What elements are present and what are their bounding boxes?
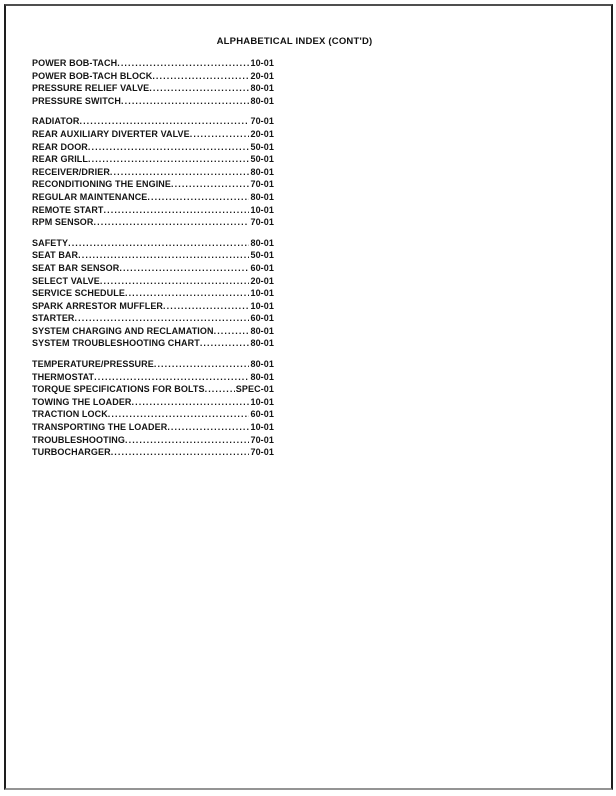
index-entry <box>32 249 274 262</box>
entry-label: TORQUE SPECIFICATIONS FOR BOLTS <box>32 384 205 395</box>
entry-label: TROUBLESHOOTING <box>32 434 125 445</box>
entry-label: SEAT BAR <box>32 250 79 261</box>
dot-leader <box>78 249 249 262</box>
entry-page-number: 80-01 <box>250 191 274 202</box>
entry-label: SAFETY <box>32 237 69 248</box>
entry-label: RADIATOR <box>32 116 80 127</box>
document-page <box>4 4 613 790</box>
index-entry <box>32 191 274 204</box>
index-entry <box>32 337 274 350</box>
dot-leader <box>104 204 250 217</box>
entry-page-number: 60-01 <box>250 313 274 324</box>
alphabetical-index <box>32 57 274 459</box>
entry-page-number: 10-01 <box>250 204 274 215</box>
dot-leader <box>200 337 250 350</box>
entry-label: TEMPERATURE/PRESSURE <box>32 359 154 370</box>
dot-leader <box>125 434 249 447</box>
index-entry <box>32 421 274 434</box>
entry-label: RECEIVER/DRIER <box>32 166 110 177</box>
entry-label: RPM SENSOR <box>32 217 94 228</box>
entry-label: POWER BOB-TACH <box>32 58 118 68</box>
entry-page-number: 10-01 <box>250 300 274 311</box>
index-entry <box>32 82 274 95</box>
entry-page-number: 10-01 <box>250 422 274 433</box>
entry-page-number: 20-01 <box>250 128 274 139</box>
entry-page-number: 80-01 <box>250 371 274 382</box>
index-entry <box>32 371 274 384</box>
dot-leader <box>167 421 249 434</box>
entry-label: TRANSPORTING THE LOADER <box>32 422 168 433</box>
index-entry <box>32 396 274 409</box>
entry-label: REAR DOOR <box>32 141 88 152</box>
entry-label: SERVICE SCHEDULE <box>32 288 125 299</box>
page-title: ALPHABETICAL INDEX (CONT'D) <box>216 36 373 47</box>
entry-label: TRACTION LOCK <box>32 409 108 420</box>
entry-label: PRESSURE SWITCH <box>32 95 122 106</box>
index-entry <box>32 408 274 421</box>
entry-label: STARTER <box>32 313 75 324</box>
entry-page-number: 20-01 <box>250 70 274 81</box>
dot-leader <box>147 191 249 204</box>
index-entry <box>32 141 274 154</box>
entry-page-number: 70-01 <box>250 434 274 445</box>
entry-label: REAR AUXILIARY DIVERTER VALVE <box>32 128 190 139</box>
entry-page-number: 80-01 <box>250 83 274 94</box>
entry-page-number: 60-01 <box>250 409 274 420</box>
index-entry <box>32 95 274 108</box>
index-entry <box>32 128 274 141</box>
entry-page-number: 50-01 <box>250 154 274 165</box>
entry-page-number: 80-01 <box>250 338 274 349</box>
entry-page-number: 20-01 <box>250 275 274 286</box>
dot-leader <box>163 300 249 313</box>
dot-leader <box>154 358 250 371</box>
index-group <box>32 237 274 350</box>
entry-page-number: 70-01 <box>250 217 274 228</box>
dot-leader <box>132 396 250 409</box>
entry-label: SYSTEM TROUBLESHOOTING CHART <box>32 338 200 349</box>
index-entry <box>32 153 274 166</box>
index-entry <box>32 57 274 70</box>
dot-leader <box>190 128 250 141</box>
entry-label: THERMOSTAT <box>32 371 95 382</box>
index-entry <box>32 312 274 325</box>
entry-page-number: 70-01 <box>250 116 274 127</box>
dot-leader <box>171 178 249 191</box>
entry-page-number: 80-01 <box>250 237 274 248</box>
dot-leader <box>121 95 249 108</box>
index-entry <box>32 115 274 128</box>
entry-label: SELECT VALVE <box>32 275 100 286</box>
dot-leader <box>110 166 250 179</box>
dot-leader <box>152 70 249 83</box>
dot-leader <box>79 115 249 128</box>
entry-label: REMOTE START <box>32 204 104 215</box>
entry-page-number: 80-01 <box>250 359 274 370</box>
index-entry <box>32 237 274 250</box>
entry-label: TURBOCHARGER <box>32 447 111 458</box>
dot-leader <box>117 57 249 70</box>
entry-page-number: 60-01 <box>250 262 274 273</box>
entry-page-number: 10-01 <box>250 58 274 68</box>
entry-label: PRESSURE RELIEF VALVE <box>32 83 150 94</box>
dot-leader <box>111 446 250 459</box>
dot-leader <box>108 408 250 421</box>
entry-label: SYSTEM CHARGING AND RECLAMATION <box>32 325 214 336</box>
dot-leader <box>149 82 249 95</box>
entry-label: REAR GRILL <box>32 154 88 165</box>
index-entry <box>32 275 274 288</box>
index-entry <box>32 358 274 371</box>
dot-leader <box>119 262 249 275</box>
dot-leader <box>100 275 250 288</box>
index-entry <box>32 300 274 313</box>
index-group <box>32 115 274 228</box>
entry-page-number: 80-01 <box>250 325 274 336</box>
entry-label: SEAT BAR SENSOR <box>32 262 120 273</box>
dot-leader <box>68 237 249 250</box>
index-entry <box>32 434 274 447</box>
dot-leader <box>88 153 249 166</box>
index-entry <box>32 166 274 179</box>
dot-leader <box>94 371 249 384</box>
dot-leader <box>75 312 250 325</box>
index-group <box>32 358 274 459</box>
index-entry <box>32 178 274 191</box>
entry-label: TOWING THE LOADER <box>32 396 132 407</box>
index-entry <box>32 446 274 459</box>
entry-label: RECONDITIONING THE ENGINE <box>32 179 172 190</box>
entry-label: SPARK ARRESTOR MUFFLER <box>32 300 164 311</box>
entry-label: POWER BOB-TACH BLOCK <box>32 70 153 81</box>
dot-leader <box>88 141 250 154</box>
dot-leader <box>214 325 250 338</box>
entry-page-number: 50-01 <box>250 250 274 261</box>
index-entry <box>32 204 274 217</box>
entry-page-number: 10-01 <box>250 288 274 299</box>
entry-page-number: 70-01 <box>250 447 274 458</box>
index-entry <box>32 216 274 229</box>
index-entry <box>32 287 274 300</box>
dot-leader <box>125 287 250 300</box>
dot-leader <box>205 383 235 396</box>
entry-page-number: 10-01 <box>250 396 274 407</box>
dot-leader <box>94 216 250 229</box>
index-entry <box>32 70 274 83</box>
entry-page-number: 80-01 <box>250 166 274 177</box>
index-entry <box>32 383 274 396</box>
entry-label: REGULAR MAINTENANCE <box>32 191 148 202</box>
entry-page-number: 70-01 <box>250 179 274 190</box>
entry-page-number: 50-01 <box>250 141 274 152</box>
index-entry <box>32 262 274 275</box>
entry-page-number: 80-01 <box>250 95 274 106</box>
index-entry <box>32 325 274 338</box>
index-group <box>32 57 274 107</box>
entry-page-number: SPEC-01 <box>235 384 274 395</box>
